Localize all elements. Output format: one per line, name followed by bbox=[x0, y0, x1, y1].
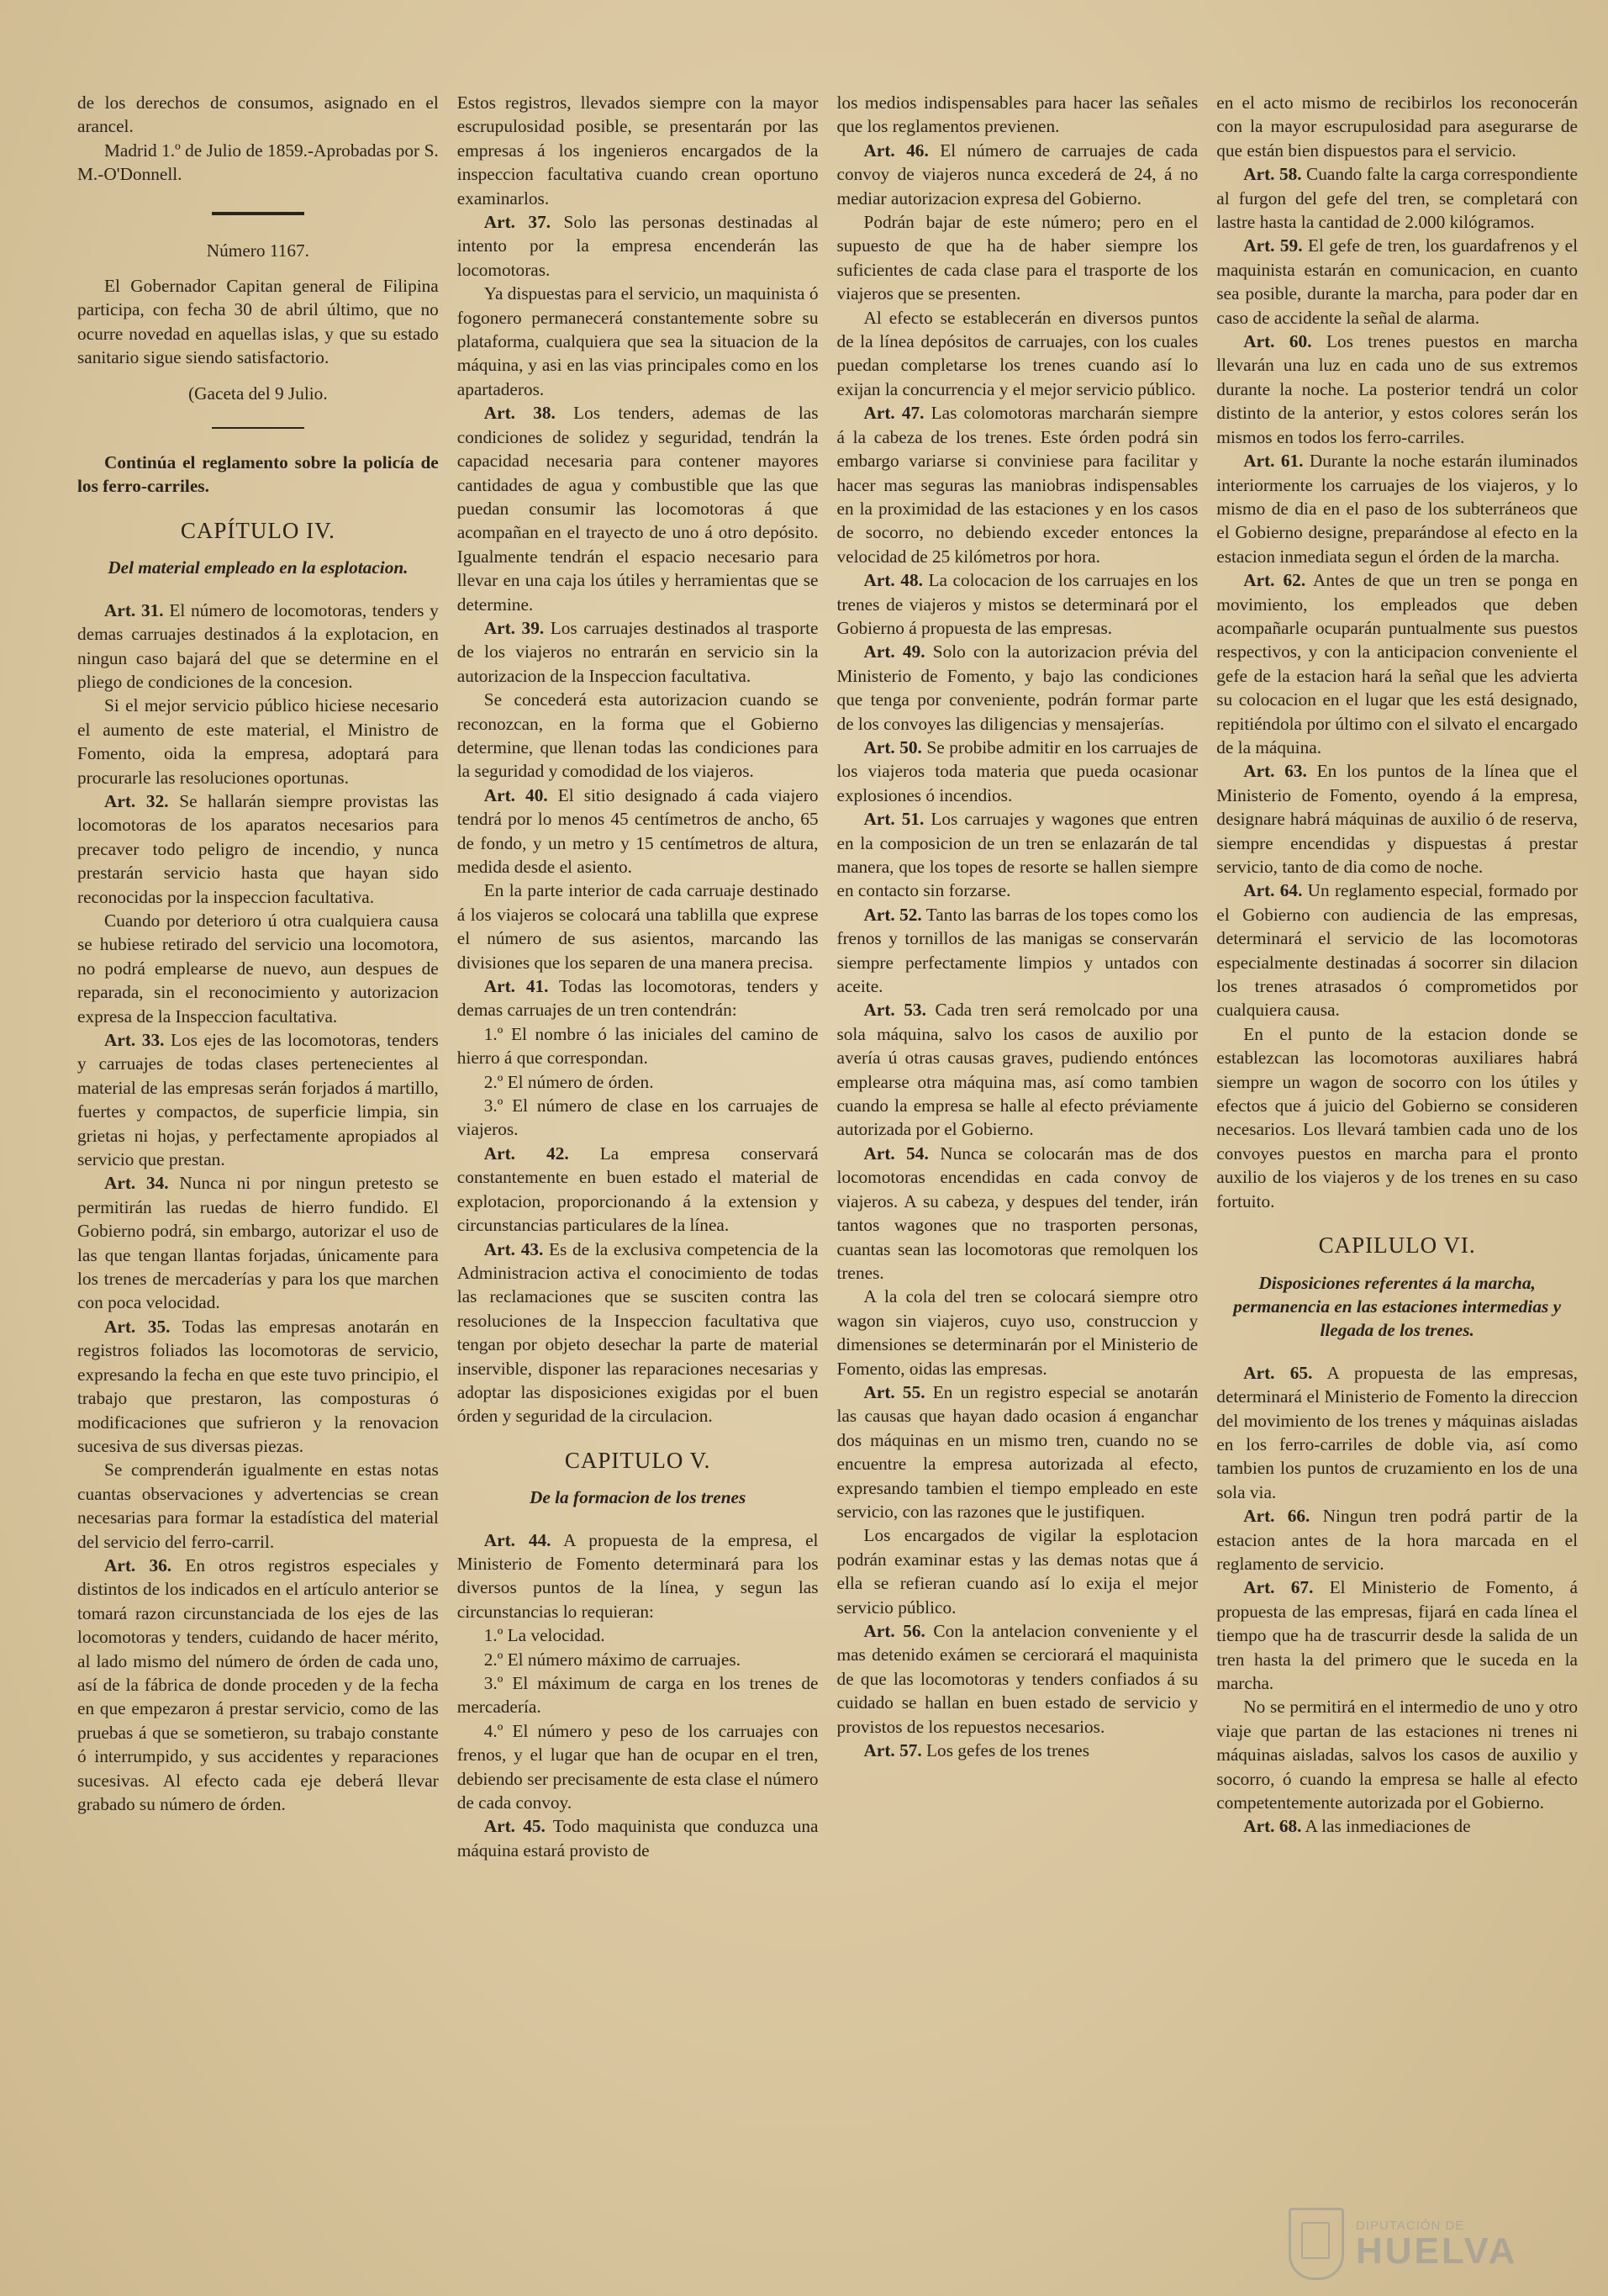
article-text: Un reglamento especial, formado por el Gobierno con audiencia de las empresas, determinará el servicio de las locomotoras especialmente destinadas á socorrer sin dilacion los trenes atrasados ó comprometidos por cualquiera causa. bbox=[1216, 880, 1578, 1021]
article bbox=[1216, 568, 1578, 759]
article-number: Art. 45. bbox=[483, 1816, 546, 1837]
coat-of-arms-icon bbox=[1289, 2208, 1344, 2280]
article-number: Art. 37. bbox=[483, 212, 551, 233]
article bbox=[77, 1171, 439, 1314]
watermark-text bbox=[1356, 2219, 1517, 2270]
article-number: Art. 59. bbox=[1243, 235, 1303, 256]
watermark-name: HUELVA bbox=[1356, 2230, 1518, 2272]
article-text: La colocacion de los carruajes en los trenes de viajeros y mistos se determinará por el Gobierno á propuesta de las empresas. bbox=[836, 570, 1199, 638]
watermark-line: DIPUTACIÓN DE bbox=[1356, 2218, 1465, 2233]
article-text: A propuesta de la empresa, el Ministerio de Fomento determinará para los diversos puntos de la línea, y segun las circunstancias lo requieran: bbox=[456, 1529, 819, 1622]
article-number: Art. 58. bbox=[1243, 164, 1302, 185]
article-text: Nunca se colocarán mas de dos locomotoras encendidas en cada convoy de viajeros. A su cabeza, y despues del tender, irán tantos wagones que no trasporten personas, cuantas sean las locomotoras que remolquen los trenes. bbox=[836, 1143, 1199, 1283]
chapter-subtitle: Del material empleado en la esplotacion. bbox=[108, 557, 409, 578]
article-text: El gefe de tren, los guardafrenos y el maquinista estarán en comunicacion, en cuanto sea posible, durante la marcha, para poder dar en caso de accidente la señal de alarma. bbox=[1216, 235, 1578, 328]
article bbox=[837, 1380, 1199, 1523]
article-text: Todo maquinista que conduzca una máquina estará provisto de bbox=[456, 1816, 819, 1861]
article-number: Art. 61. bbox=[1243, 451, 1304, 472]
section-intro: Continúa el reglamento sobre la policía de los ferro-carriles. bbox=[77, 452, 439, 497]
article-text: Los carruajes y wagones que entren en la composicion de un tren se enlazarán de tal manera, que los topes de resorte se hallen siempre en contacto sin forzarse. bbox=[836, 809, 1199, 901]
article-text: Solo las personas destinadas al intento por la empresa encenderán las locomotoras. bbox=[456, 212, 819, 280]
text-paragraph: Al efecto se establecerán en diversos puntos de la línea depósitos de carruajes, con los cuales puedan completarse los trenes cuando así lo exijan la concurrencia y el mejor servicio público. bbox=[836, 307, 1199, 399]
article-number: Art. 38. bbox=[483, 403, 556, 424]
article-text: Se hallarán siempre provistas las locomotoras de los aparatos necesarios para precaver todo peligro de incendio, y nunca prestarán servicio hasta que hayan sido reconocidas por la inspeccion facultativa. bbox=[77, 790, 439, 907]
article-number: Art. 54. bbox=[863, 1143, 929, 1164]
article bbox=[1216, 879, 1578, 1021]
article-text: El número de carruajes de cada convoy de viajeros nunca excederá de 24, á no mediar autorizacion expresa del Gobierno. bbox=[836, 140, 1199, 208]
article-number: Art. 34. bbox=[104, 1173, 169, 1194]
article-text: Ningun tren podrá partir de la estacion antes de la hora marcada en el reglamento de servicio. bbox=[1216, 1506, 1578, 1574]
article-number: Art. 42. bbox=[483, 1143, 569, 1164]
article-text: Todas las locomotoras, tenders y demas carruajes de un tren contendrán: bbox=[456, 976, 819, 1021]
article-number: Art. 67. bbox=[1243, 1577, 1314, 1598]
article-number: Art. 41. bbox=[483, 976, 549, 997]
article-text: A propuesta de las empresas, determinará el Ministerio de Fomento la direccion del movimiento de los trenes y máquinas aisladas en los ferro-carriles de doble via, así como tambien los puntos de cruzamiento en los de una sola via. bbox=[1216, 1362, 1578, 1502]
article bbox=[457, 210, 819, 282]
article-text: En otros registros especiales y distintos de los indicados en el artículo anterior se tomará razon circunstanciada de los ejes de las locomotoras y tenders, cuidando de hacer mérito, al lado mismo del número de órden de cada uno, así de la fábrica de donde proceden y de la fecha en que empezaron á prestar servicio, como de las pruebas á que se sometieron, su trabajo constante ó interrumpido, y sus accidentes y reparaciones sucesivas. Al efecto cada eje deberá llevar grabado su número de órden. bbox=[77, 1554, 439, 1814]
list-item: 3.º El máximum de carga en los trenes de mercadería. bbox=[456, 1673, 819, 1718]
article-text: Antes de que un tren se ponga en movimiento, los empleados que deben acompañarle ocuparán puntualmente sus puestos respectivos, y con la anticipacion conveniente el gefe de la estacion hará la señal que les advierta su colocacion en el lugar que les está designado, repitiéndola por último con el silvato el encargado de la máquina. bbox=[1216, 570, 1578, 757]
article bbox=[457, 1814, 819, 1862]
article-text: En los puntos de la línea que el Ministerio de Fomento, oyendo á la empresa, designare habrá máquinas de auxilio ó de reserva, siempre encendidas y dispuestas á prestar servicio, tanto de dia como de noche. bbox=[1216, 761, 1578, 877]
article-text: Los ejes de las locomotoras, tenders y carruajes de todas clases pertenecientes al material de las empresas serán forjados á martillo, fuertes y compactos, de superficie limpia, sin grietas ni hojas, y perfectamente apropiados al servicio que prestan. bbox=[77, 1030, 439, 1170]
article bbox=[457, 401, 819, 616]
article-number: Art. 65. bbox=[1243, 1362, 1313, 1383]
article bbox=[1216, 234, 1578, 330]
article bbox=[457, 1142, 819, 1238]
text-paragraph: los medios indispensables para hacer las señales que los reglamentos previenen. bbox=[836, 92, 1199, 137]
article-text: Nunca ni por ningun pretesto se permitirán las ruedas de hierro fundido. El Gobierno podrá, sin embargo, autorizar el uso de las que tengan llantas forjadas, únicamente para los trenes de mercaderías y para los que marchen con poca velocidad. bbox=[77, 1173, 439, 1313]
article-text: Con la antelacion conveniente y el mas detenido exámen se cerciorará el maquinista de que las locomotoras y tenders confiados á su cuidado se hallan en buen estado de servicio y provistos de los repuestos necesarios. bbox=[836, 1621, 1199, 1737]
article-number: Art. 52. bbox=[863, 904, 922, 925]
article bbox=[77, 1028, 439, 1171]
article-text: Se probibe admitir en los carruajes de los viajeros toda materia que pueda ocasionar explosiones ó incendios. bbox=[836, 736, 1199, 805]
article-text: Solo con la autorizacion prévia del Ministerio de Fomento, y bajo las condiciones que tenga por conveniente, podrán formar parte de los convoyes las diligencias y mensajerías. bbox=[836, 641, 1199, 734]
text-paragraph: Los encargados de vigilar la esplotacion podrán examinar estas y las demas notas que á ella se refieran cuando así lo exija el mejor servicio público. bbox=[836, 1525, 1199, 1618]
article-number: Art. 47. bbox=[863, 403, 925, 424]
text-paragraph: No se permitirá en el intermedio de uno y otro viaje que partan de las estaciones ni trenes ni máquinas aisladas, salvos los casos de auxilio y socorro, ó cuando la empresa se halle al efecto competentemente autorizada por el Gobierno. bbox=[1216, 1697, 1578, 1813]
article-number: Art. 46. bbox=[863, 140, 929, 161]
article bbox=[77, 599, 439, 694]
article bbox=[77, 1315, 439, 1458]
article-number: Art. 53. bbox=[863, 1000, 926, 1021]
article bbox=[837, 1619, 1199, 1739]
article-number: Art. 48. bbox=[863, 570, 923, 591]
article bbox=[77, 789, 439, 909]
section-number: Número 1167. bbox=[206, 240, 309, 261]
article bbox=[1216, 759, 1578, 879]
divider bbox=[212, 212, 304, 215]
article bbox=[1216, 449, 1578, 568]
article-number: Art. 68. bbox=[1243, 1816, 1302, 1837]
text-paragraph: Se comprenderán igualmente en estas notas cuantas observaciones y advertencias se crean necesarias para formar la estadística del material del servicio del ferro-carril. bbox=[77, 1459, 439, 1552]
article-text: La empresa conservará constantemente en buen estado el material de explotacion, proporcionando á la extension y circunstancias particulares de la línea. bbox=[456, 1143, 819, 1236]
article-number: Art. 64. bbox=[1243, 880, 1303, 901]
article bbox=[837, 1739, 1199, 1762]
article-text: Los trenes puestos en marcha llevarán una luz en cada uno de sus extremos durante la noche. La posterior tendrá un color distinto de la anterior, y estos colores serán los mismos en todos los ferro-carriles. bbox=[1216, 331, 1578, 447]
article-number: Art. 40. bbox=[483, 784, 548, 805]
list-item: 1.º La velocidad. bbox=[483, 1625, 605, 1646]
article bbox=[457, 974, 819, 1022]
article-text: Todas las empresas anotarán en registros foliados las locomotoras de servicio, expresando la fecha en que este tuvo principio, el trabajo que prestaron, las composturas ó modificaciones que sufrieron y la renovacion sucesiva de sus diversas piezas. bbox=[77, 1316, 439, 1456]
list-item: 3.º El número de clase en los carruajes de viajeros. bbox=[456, 1095, 819, 1140]
article-text: El número de locomotoras, tenders y demas carruajes destinados á la explotacion, en ningun caso bajará del que se determine en el pliego de condiciones de la concesion. bbox=[77, 599, 439, 692]
article bbox=[837, 401, 1199, 568]
article-number: Art. 43. bbox=[483, 1238, 544, 1259]
text-paragraph: de los derechos de consumos, asignado en el arancel. bbox=[77, 92, 439, 137]
article-text: En un registro especial se anotarán las causas que hayan dado ocasion á enganchar dos máquinas en un mismo tren, cuando no se encuentre la empresa autorizada al efecto, expresando tambien el tiempo empleado en este servicio, con las razones que le justifiquen. bbox=[836, 1381, 1199, 1522]
article-number: Art. 31. bbox=[104, 599, 164, 620]
chapter-heading: CAPÍTULO IV. bbox=[180, 517, 335, 543]
article bbox=[837, 568, 1199, 640]
article-number: Art. 62. bbox=[1243, 570, 1306, 591]
article-text: El Ministerio de Fomento, á propuesta de las empresas, fijará en cada línea el tiempo que ha de trascurrir desde la salida de un tren hasta la del primero que le suceda en la marcha. bbox=[1216, 1577, 1578, 1693]
columns bbox=[77, 91, 1578, 2271]
article-number: Art. 51. bbox=[863, 809, 925, 830]
article-number: Art. 39. bbox=[483, 617, 545, 638]
article-text: Los gefes de los trenes bbox=[926, 1740, 1090, 1761]
article-text: El sitio designado á cada viajero tendrá por lo menos 45 centímetros de ancho, 65 de fondo, y un metro y 15 centímetros de altura, medida desde el asiento. bbox=[456, 784, 819, 877]
article-number: Art. 55. bbox=[863, 1381, 925, 1402]
article bbox=[77, 1554, 439, 1816]
article-number: Art. 35. bbox=[104, 1316, 171, 1337]
article-text: A las inmediaciones de bbox=[1305, 1816, 1471, 1837]
article-text: Tanto las barras de los topes como los frenos y tornillos de las manigas se conservarán siempre perfectamente limpios y untados con aceite. bbox=[836, 904, 1199, 997]
article-number: Art. 50. bbox=[863, 736, 922, 757]
article-text: Los carruajes destinados al trasporte de los viajeros no entrarán en servicio sin la autorizacion de la Inspeccion facultativa. bbox=[456, 617, 819, 686]
text-paragraph: Madrid 1.º de Julio de 1859.-Aprobadas por S. M.-O'Donnell. bbox=[77, 140, 439, 185]
article bbox=[1216, 162, 1578, 234]
text-paragraph: en el acto mismo de recibirlos los reconocerán con la mayor escrupulosidad para asegurarse de que están bien dispuestos para el servicio. bbox=[1216, 92, 1578, 161]
article bbox=[837, 139, 1199, 210]
text-paragraph: El Gobernador Capitan general de Filipina participa, con fecha 30 de abril último, que no ocurre novedad en aquellas islas, y que su estado sanitario sigue siendo satisfactorio. bbox=[77, 276, 439, 368]
archive-watermark bbox=[1289, 2204, 1574, 2284]
article bbox=[1216, 330, 1578, 449]
text-paragraph: Ya dispuestas para el servicio, un maquinista ó fogonero permanecerá constantemente sobre su plataforma, cualquiera que sea la situacion de la máquina, y asi en las vias principales como en los apartaderos. bbox=[456, 283, 819, 399]
article bbox=[837, 807, 1199, 903]
article bbox=[837, 903, 1199, 999]
article-number: Art. 60. bbox=[1243, 331, 1312, 352]
article-number: Art. 49. bbox=[863, 641, 925, 662]
article bbox=[1216, 1576, 1578, 1695]
list-item: 2.º El número de órden. bbox=[483, 1071, 654, 1092]
article-text: Durante la noche estarán iluminados interiormente los carruajes de los viajeros, y lo mismo de dia en el paso de los subterráneos que el Gobierno designe, preparándose al efecto en la estacion inmediata segun el órden de la marcha. bbox=[1216, 451, 1578, 567]
gazette-source: (Gaceta del 9 Julio. bbox=[188, 383, 328, 404]
article-number: Art. 66. bbox=[1243, 1506, 1310, 1527]
chapter-subtitle: Disposiciones referentes á la marcha, permanencia en las estaciones intermedias y llegada de los trenes. bbox=[1233, 1272, 1562, 1341]
article-number: Art. 36. bbox=[104, 1554, 172, 1576]
article bbox=[457, 1238, 819, 1428]
text-paragraph: A la cola del tren se colocará siempre otro wagon sin viajeros, cuyo uso, construccion y dimensiones se determinarán por el Ministerio de Fomento, oidas las empresas. bbox=[836, 1286, 1199, 1379]
divider bbox=[212, 427, 304, 429]
column-2 bbox=[457, 91, 819, 2271]
chapter-heading: CAPITULO V. bbox=[564, 1447, 711, 1473]
list-item: 4.º El número y peso de los carruajes con frenos, y el lugar que han de ocupar en el tren, debiendo ser precisamente de esta clase el número de cada convoy. bbox=[456, 1720, 819, 1813]
article-text: Cuando falte la carga correspondiente al furgon del gefe del tren, se completará con lastre hasta la cantidad de 2.000 kilógramos. bbox=[1216, 164, 1578, 233]
article-text: Las colomotoras marcharán siempre á la cabeza de los trenes. Este órden podrá sin embargo variarse si conviniese para facilitar y hacer mas seguras las maniobras indispensables en la proximidad de las estaciones y en los casos de socorro, no debiendo exceder entonces la velocidad de 25 kilómetros por hora. bbox=[836, 403, 1199, 567]
article bbox=[457, 616, 819, 688]
article bbox=[1216, 1504, 1578, 1576]
article bbox=[837, 1142, 1199, 1285]
article-number: Art. 56. bbox=[863, 1621, 925, 1641]
article-number: Art. 32. bbox=[104, 790, 169, 811]
text-paragraph: Podrán bajar de este número; pero en el supuesto de que ha de haber siempre los suficientes de cada clase para el trasporte de los viajeros que se presenten. bbox=[836, 212, 1199, 304]
column-3 bbox=[837, 91, 1199, 2271]
article bbox=[1216, 1361, 1578, 1504]
column-4 bbox=[1216, 91, 1578, 2271]
article-text: Es de la exclusiva competencia de la Administracion activa el conocimiento de todas las reclamaciones que se susciten contra las resoluciones de la Inspeccion facultativa que tengan por objeto desechar la parte de material inservible, disponer las reparaciones necesarias y adoptar las disposiciones exigidas por el buen órden y seguridad de la circulacion. bbox=[456, 1238, 819, 1427]
list-item: 1.º El nombre ó las iniciales del camino de hierro á que correspondan. bbox=[456, 1023, 819, 1069]
column-1 bbox=[77, 91, 439, 2271]
article-text: Los tenders, ademas de las condiciones de solidez y seguridad, tendrán la capacidad necesaria para contener mayores cantidades de agua y combustible que las que puedan consumir las locomotoras á que acompañan en el trayecto de uno á otro depósito. Igualmente tendrán el espacio necesario para llevar en una caja los útiles y herramientas que se determine. bbox=[456, 403, 819, 615]
article bbox=[837, 736, 1199, 807]
list-item: 2.º El número máximo de carruajes. bbox=[483, 1649, 741, 1670]
chapter-subtitle: De la formacion de los trenes bbox=[529, 1487, 746, 1508]
article bbox=[457, 1528, 819, 1624]
article-number: Art. 57. bbox=[863, 1740, 922, 1761]
article-number: Art. 33. bbox=[104, 1030, 165, 1050]
text-paragraph: Se concederá esta autorizacion cuando se reconozcan, en la forma que el Gobierno determine, que llenan todas las condiciones para la seguridad y comodidad de los viajeros. bbox=[456, 689, 819, 782]
article bbox=[1216, 1814, 1578, 1838]
article bbox=[457, 784, 819, 879]
chapter-heading: CAPILULO VI. bbox=[1318, 1232, 1476, 1259]
article bbox=[837, 640, 1199, 736]
text-paragraph: En el punto de la estacion donde se establezcan las locomotoras auxiliares habrá siempre un wagon de socorro con los útiles y efectos que á juicio del Gobierno se consideren necesarios. Los llevará tambien cada uno de los convoyes puestos en marcha para el pronto auxilio de los viajeros y de los trenes en su caso fortuito. bbox=[1216, 1023, 1578, 1211]
article-number: Art. 63. bbox=[1243, 761, 1307, 782]
text-paragraph: En la parte interior de cada carruaje destinado á los viajeros se colocará una tablilla que exprese el número de sus asientos, marcando las divisiones que los separen de una manera precisa. bbox=[456, 880, 819, 973]
text-paragraph: Estos registros, llevados siempre con la mayor escrupulosidad posible, se presentarán por las empresas á los ingenieros encargados de la inspeccion facultativa cuando crean oportuno examinarlos. bbox=[456, 92, 819, 208]
article bbox=[837, 998, 1199, 1141]
text-paragraph: Cuando por deterioro ú otra cualquiera causa se hubiese retirado del servicio una locomotora, no podrá emplearse de nuevo, aun despues de reparada, sin el reconocimiento y autorizacion expresa de la Inspeccion facultativa. bbox=[77, 910, 439, 1027]
article-number: Art. 44. bbox=[483, 1529, 551, 1550]
text-paragraph: Si el mejor servicio público hiciese necesario el aumento de este material, el Ministro de Fomento, oida la empresa, adoptará para procurarle las resoluciones oportunas. bbox=[77, 695, 439, 788]
article-text: Cada tren será remolcado por una sola máquina, salvo los casos de auxilio por avería ú otras causas graves, pudiendo entónces emplearse otra máquina mas, así como tambien cuando la empresa se halle al efecto préviamente autorizada por el Gobierno. bbox=[836, 1000, 1199, 1140]
